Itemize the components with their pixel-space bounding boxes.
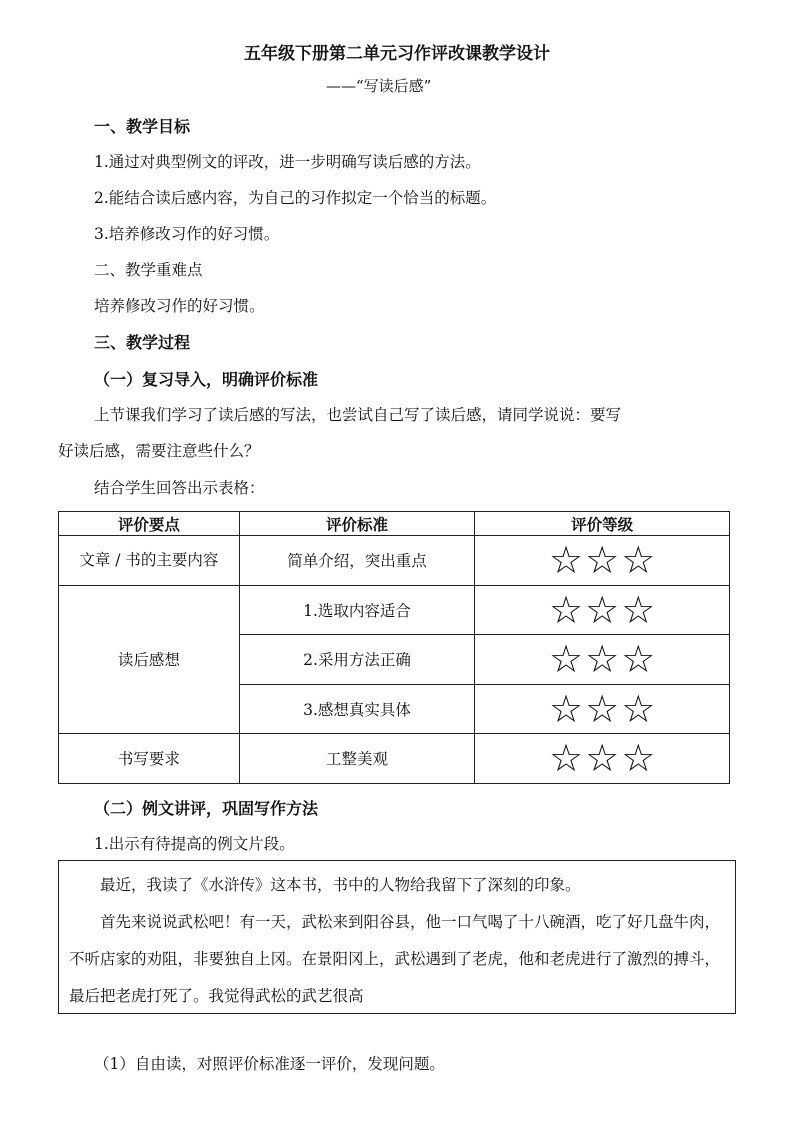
cell-criterion: 3.感想真实具体 — [239, 684, 475, 734]
star-rating — [549, 686, 656, 731]
star-icon[interactable]: ☆ — [585, 637, 620, 682]
document-subtitle: ——“写读后感” — [326, 77, 432, 95]
star-rating — [549, 538, 656, 583]
star-icon[interactable]: ☆ — [621, 637, 656, 682]
star-icon[interactable]: ☆ — [585, 736, 620, 781]
cell-point: 文章 / 书的主要内容 — [59, 536, 240, 586]
star-icon[interactable]: ☆ — [621, 587, 656, 632]
star-icon[interactable]: ☆ — [549, 538, 584, 583]
star-rating — [549, 637, 656, 682]
cell-point: 读后感想 — [59, 585, 240, 734]
step2-item-1: 1.出示有待提高的例文片段。 — [94, 835, 295, 853]
star-rating — [549, 736, 656, 781]
step1-heading: （一）复习导入，明确评价标准 — [94, 370, 319, 389]
star-icon[interactable]: ☆ — [585, 538, 620, 583]
step2-heading: （二）例文讲评，巩固写作方法 — [94, 799, 319, 818]
star-icon[interactable]: ☆ — [621, 686, 656, 731]
table-row — [59, 536, 730, 586]
table-row — [59, 734, 730, 784]
goal-item-1: 1.通过对典型例文的评改，进一步明确写读后感的方法。 — [94, 153, 481, 171]
process-heading: 三、教学过程 — [94, 333, 191, 352]
star-icon[interactable]: ☆ — [621, 538, 656, 583]
cell-rating — [475, 536, 730, 586]
cell-criterion: 2.采用方法正确 — [239, 635, 475, 685]
cell-criterion: 简单介绍，突出重点 — [239, 536, 475, 586]
star-icon[interactable]: ☆ — [549, 587, 584, 632]
star-icon[interactable]: ☆ — [549, 736, 584, 781]
step1-paragraph-line1: 上节课我们学习了读后感的写法，也尝试自己写了读后感，请同学说说：要写 — [94, 406, 622, 424]
step1-paragraph-line2: 好读后感，需要注意些什么？ — [58, 442, 260, 460]
cell-rating — [475, 635, 730, 685]
excerpt-paragraph-1: 最近，我读了《水浒传》这本书，书中的人物给我留下了深刻的印象。 — [100, 876, 581, 894]
key-points-heading: 二、教学重难点 — [94, 261, 203, 279]
document-title: 五年级下册第二单元习作评改课教学设计 — [244, 44, 550, 64]
key-points-text: 培养修改习作的好习惯。 — [94, 297, 265, 315]
star-icon[interactable]: ☆ — [549, 637, 584, 682]
table-header-row — [59, 512, 730, 536]
star-icon[interactable]: ☆ — [621, 736, 656, 781]
cell-criterion: 工整美观 — [239, 734, 475, 784]
goal-item-3: 3.培养修改习作的好习惯。 — [94, 225, 280, 243]
star-icon[interactable]: ☆ — [549, 686, 584, 731]
cell-rating — [475, 585, 730, 635]
header-criterion: 评价标准 — [239, 512, 475, 536]
goals-heading: 一、教学目标 — [94, 117, 191, 136]
example-excerpt-box — [58, 860, 736, 1014]
cell-rating — [475, 734, 730, 784]
goal-item-2: 2.能结合读后感内容，为自己的习作拟定一个恰当的标题。 — [94, 189, 497, 207]
table-intro: 结合学生回答出示表格： — [94, 479, 265, 497]
star-icon[interactable]: ☆ — [585, 587, 620, 632]
cell-point: 书写要求 — [59, 734, 240, 784]
excerpt-paragraph-2: 首先来说说武松吧！有一天，武松来到阳谷县，他一口气喝了十八碗酒，吃了好几盘牛肉，不听店家的劝阻，非要独自上冈。在景阳冈上，武松遇到了老虎，他和老虎进行了激烈的搏斗，最后把老虎打死了。我觉得武松的武艺很高 — [69, 913, 721, 1005]
star-rating — [549, 587, 656, 632]
step2-sub-item-1: （1）自由读，对照评价标准逐一评价，发现问题。 — [94, 1055, 445, 1073]
evaluation-rubric-table — [58, 511, 730, 784]
star-icon[interactable]: ☆ — [585, 686, 620, 731]
table-row — [59, 585, 730, 635]
cell-rating — [475, 684, 730, 734]
cell-criterion: 1.选取内容适合 — [239, 585, 475, 635]
header-point: 评价要点 — [59, 512, 240, 536]
header-rating: 评价等级 — [475, 512, 730, 536]
